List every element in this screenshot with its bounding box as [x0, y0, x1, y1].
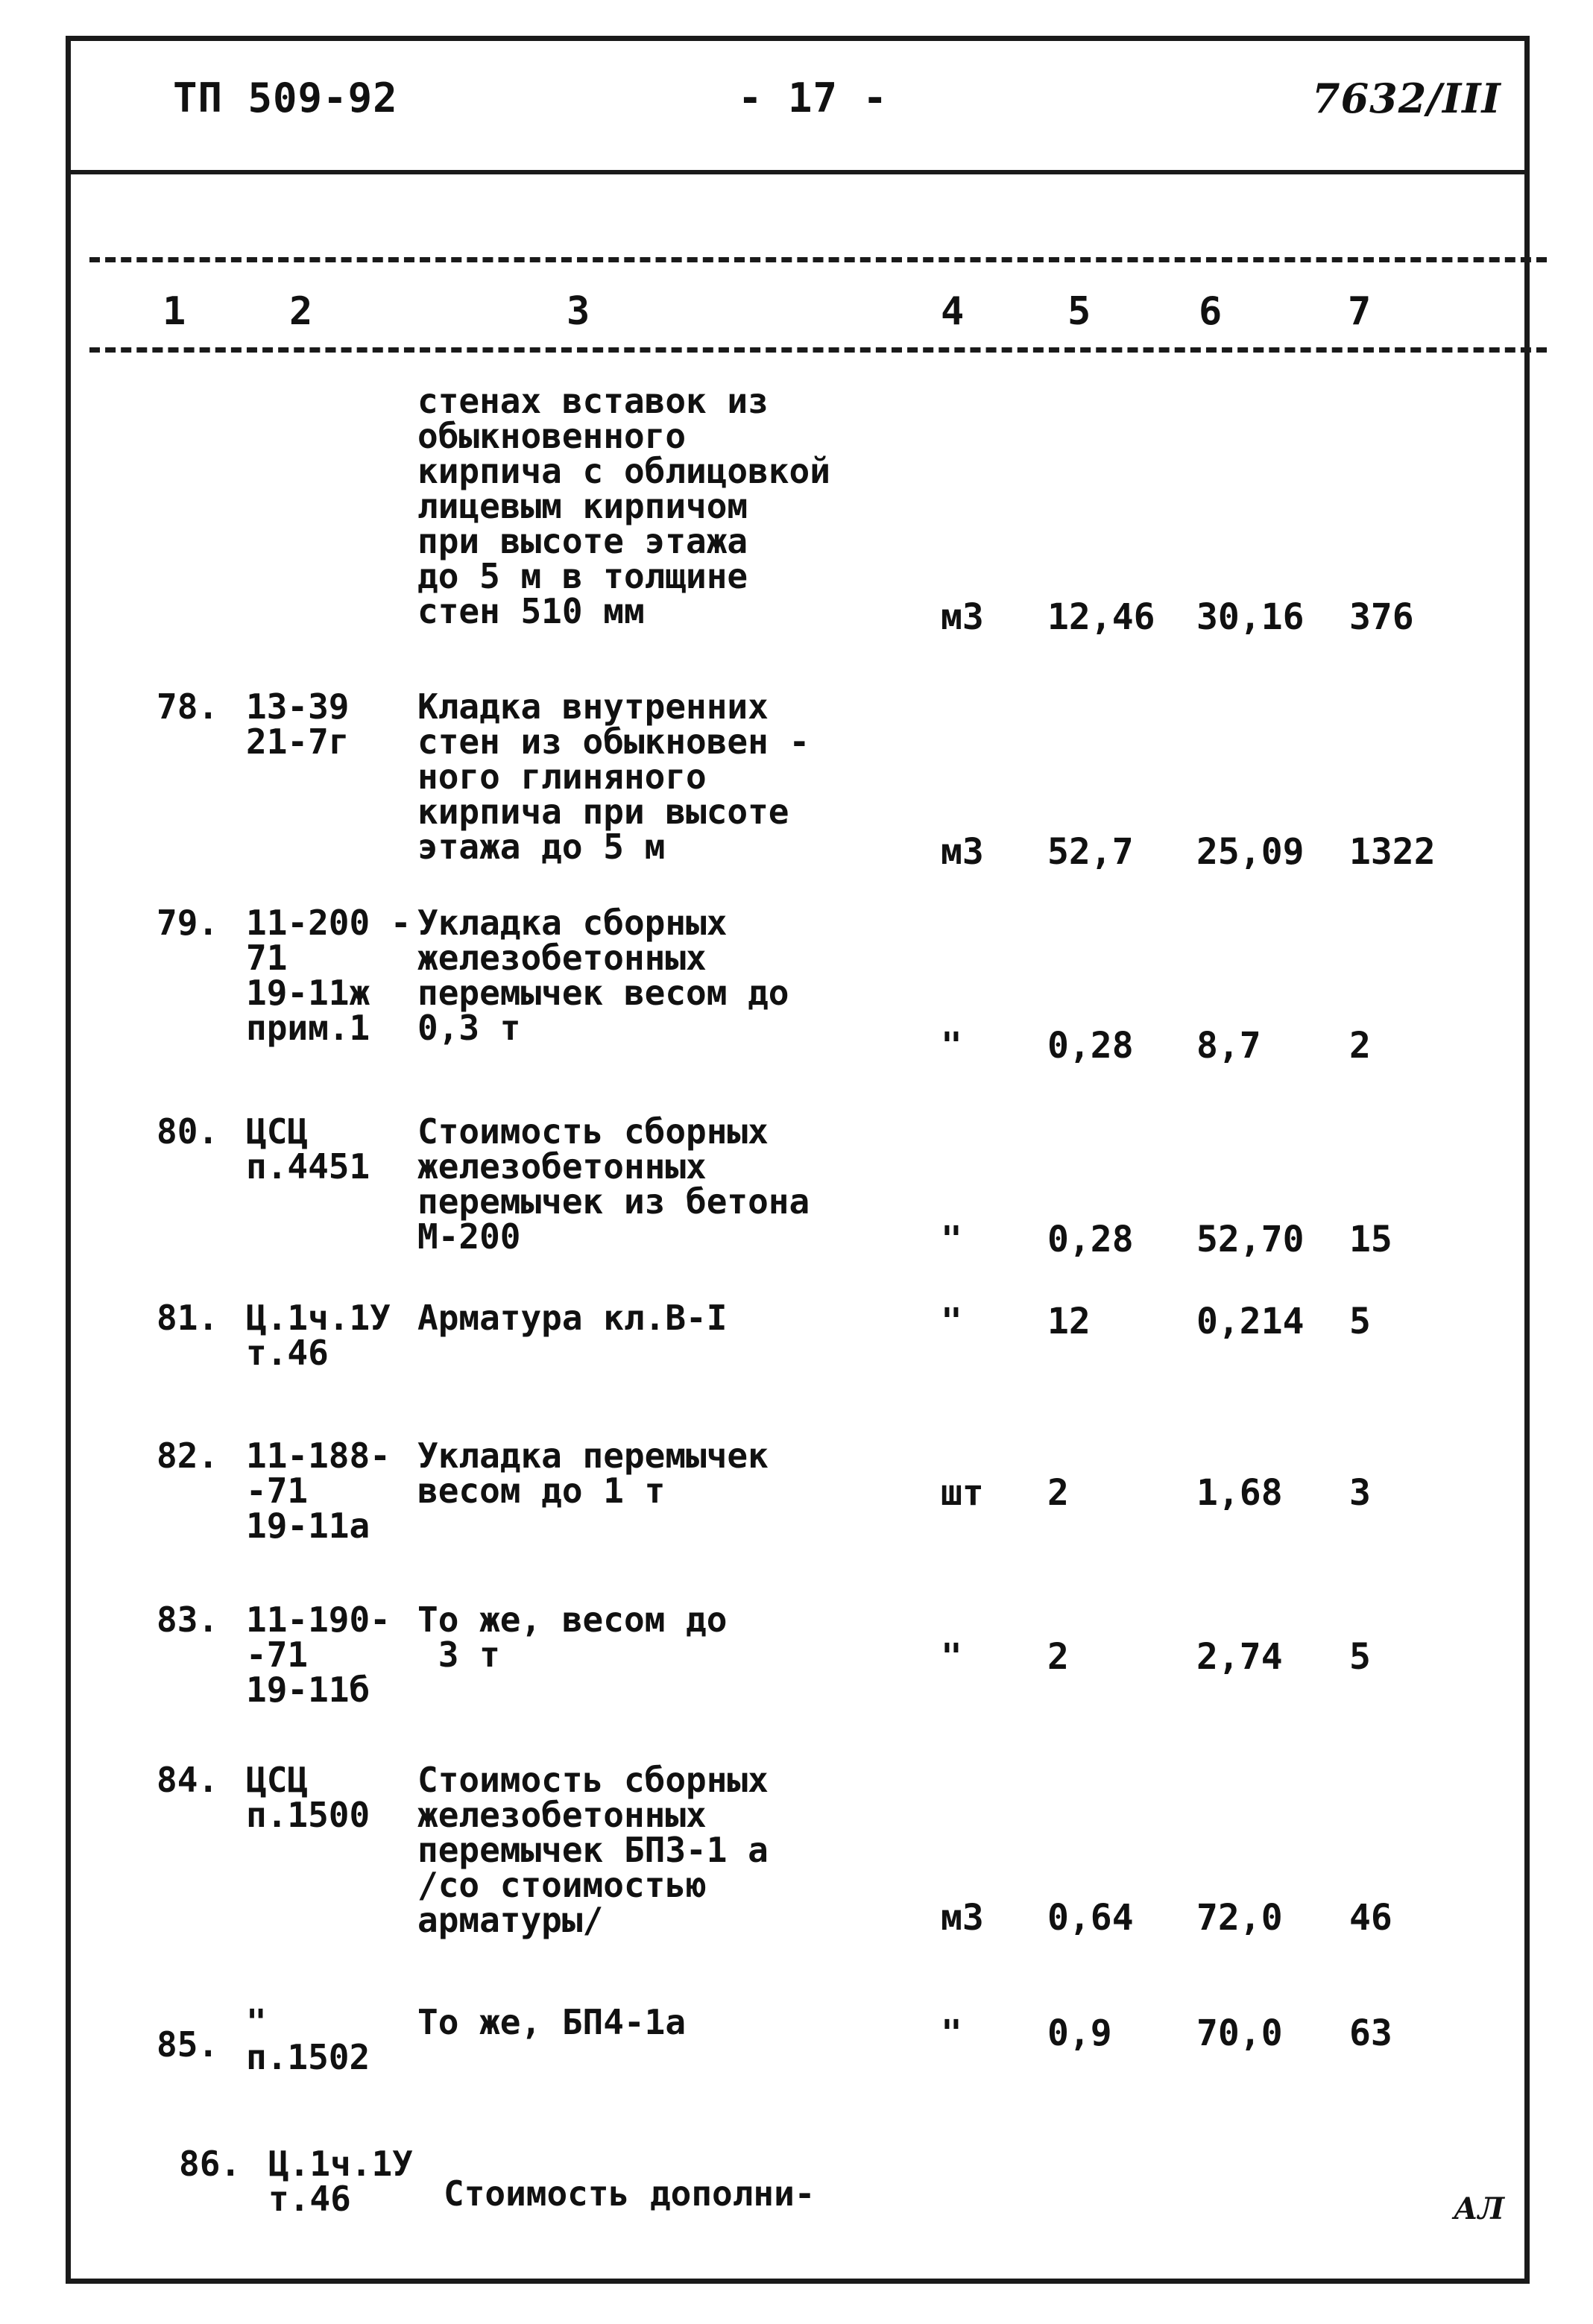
row-number: 85. — [157, 2024, 219, 2065]
row-description: То же, весом до 3 т — [417, 1600, 728, 1675]
row-total: 376 — [1349, 596, 1414, 638]
col-header-3: 3 — [567, 289, 590, 334]
row-description: Стоимость сборных железобетонных перемычек из бетона М-200 — [417, 1111, 810, 1257]
row-unit-price: 8,7 — [1196, 1025, 1261, 1067]
row-number: 81. — [157, 1298, 219, 1338]
row-code: ЦСЦ п.4451 — [246, 1111, 370, 1187]
row-code: Ц.1ч.1У т.46 — [268, 2144, 413, 2219]
page-number: - 17 - — [738, 75, 889, 121]
row-description: стенах вставок из обыкновенного кирпича с облицовкой лицевым кирпичом при высоте этажа до 5 м в толщине стен 510 мм — [417, 381, 830, 631]
row-number: 83. — [157, 1600, 219, 1640]
col-header-4: 4 — [941, 289, 965, 334]
row-quantity: 0,64 — [1047, 1897, 1134, 1939]
col-header-6: 6 — [1199, 289, 1223, 334]
doc-code: ТП 509-92 — [173, 75, 398, 121]
row-number: 82. — [157, 1436, 219, 1476]
row-total: 5 — [1349, 1301, 1371, 1342]
row-description: Укладка сборных железобетонных перемычек весом до 0,3 т — [417, 903, 789, 1048]
row-total: 15 — [1349, 1219, 1392, 1260]
row-unit-price: 72,0 — [1196, 1897, 1283, 1939]
table-top-rule — [89, 257, 1547, 262]
row-description: Кладка внутренних стен из обыкновен - ного глиняного кирпича при высоте этажа до 5 м — [417, 686, 810, 867]
row-quantity: 0,9 — [1047, 2012, 1112, 2054]
row-total: 46 — [1349, 1897, 1392, 1939]
album-number: 7632/III — [1312, 75, 1501, 122]
col-header-7: 7 — [1348, 289, 1372, 334]
row-code: 11-188- -71 19-11а — [246, 1436, 391, 1546]
row-unit: м3 — [941, 831, 984, 873]
row-unit-price: 70,0 — [1196, 2012, 1283, 2054]
col-header-2: 2 — [289, 289, 313, 334]
row-number: 79. — [157, 903, 219, 943]
row-quantity: 12,46 — [1047, 596, 1155, 638]
row-unit: " — [941, 1025, 962, 1067]
row-description: Арматура кл.В-I — [417, 1298, 728, 1338]
row-total: 2 — [1349, 1025, 1371, 1067]
row-description: Стоимость сборных железобетонных перемычек БПЗ-1 а /со стоимостью арматуры/ — [417, 1760, 769, 1940]
row-unit: шт — [941, 1472, 984, 1514]
row-unit: м3 — [941, 1897, 984, 1939]
row-total: 3 — [1349, 1472, 1371, 1514]
row-quantity: 0,28 — [1047, 1025, 1134, 1067]
row-code: 11-190- -71 19-11б — [246, 1600, 391, 1710]
row-total: 63 — [1349, 2012, 1392, 2054]
row-quantity: 12 — [1047, 1301, 1091, 1342]
row-quantity: 52,7 — [1047, 831, 1134, 873]
row-unit-price: 1,68 — [1196, 1472, 1283, 1514]
row-description: Укладка перемычек весом до 1 т — [417, 1436, 769, 1511]
corner-stamp: АЛ — [1454, 2191, 1504, 2226]
header-divider — [66, 170, 1530, 174]
row-unit: " — [941, 1219, 962, 1260]
row-total: 1322 — [1349, 831, 1436, 873]
row-unit: " — [941, 1301, 962, 1342]
row-number: 80. — [157, 1111, 219, 1152]
row-number: 86. — [179, 2144, 242, 2184]
row-unit: " — [941, 1636, 962, 1678]
row-code: ЦСЦ п.1500 — [246, 1760, 370, 1835]
table-header-rule — [89, 347, 1547, 353]
row-unit: м3 — [941, 596, 984, 638]
row-quantity: 2 — [1047, 1636, 1069, 1678]
row-unit-price: 2,74 — [1196, 1636, 1283, 1678]
row-number: 84. — [157, 1760, 219, 1800]
row-code: Ц.1ч.1У т.46 — [246, 1298, 391, 1373]
row-quantity: 0,28 — [1047, 1219, 1134, 1260]
row-code: 13-39 21-7г — [246, 686, 350, 762]
row-code: " п.1502 — [246, 2002, 370, 2077]
row-unit-price: 25,09 — [1196, 831, 1305, 873]
row-description: Стоимость дополни- — [444, 2173, 816, 2214]
row-number: 78. — [157, 686, 219, 727]
row-total: 5 — [1349, 1636, 1371, 1678]
row-unit-price: 0,214 — [1196, 1301, 1305, 1342]
row-description: То же, БП4-1а — [417, 2002, 687, 2042]
col-header-1: 1 — [163, 289, 186, 334]
row-unit-price: 52,70 — [1196, 1219, 1305, 1260]
row-quantity: 2 — [1047, 1472, 1069, 1514]
row-unit: " — [941, 2012, 962, 2054]
col-header-5: 5 — [1067, 289, 1091, 334]
row-unit-price: 30,16 — [1196, 596, 1305, 638]
row-code: 11-200 - 71 19-11ж прим.1 — [246, 903, 411, 1048]
